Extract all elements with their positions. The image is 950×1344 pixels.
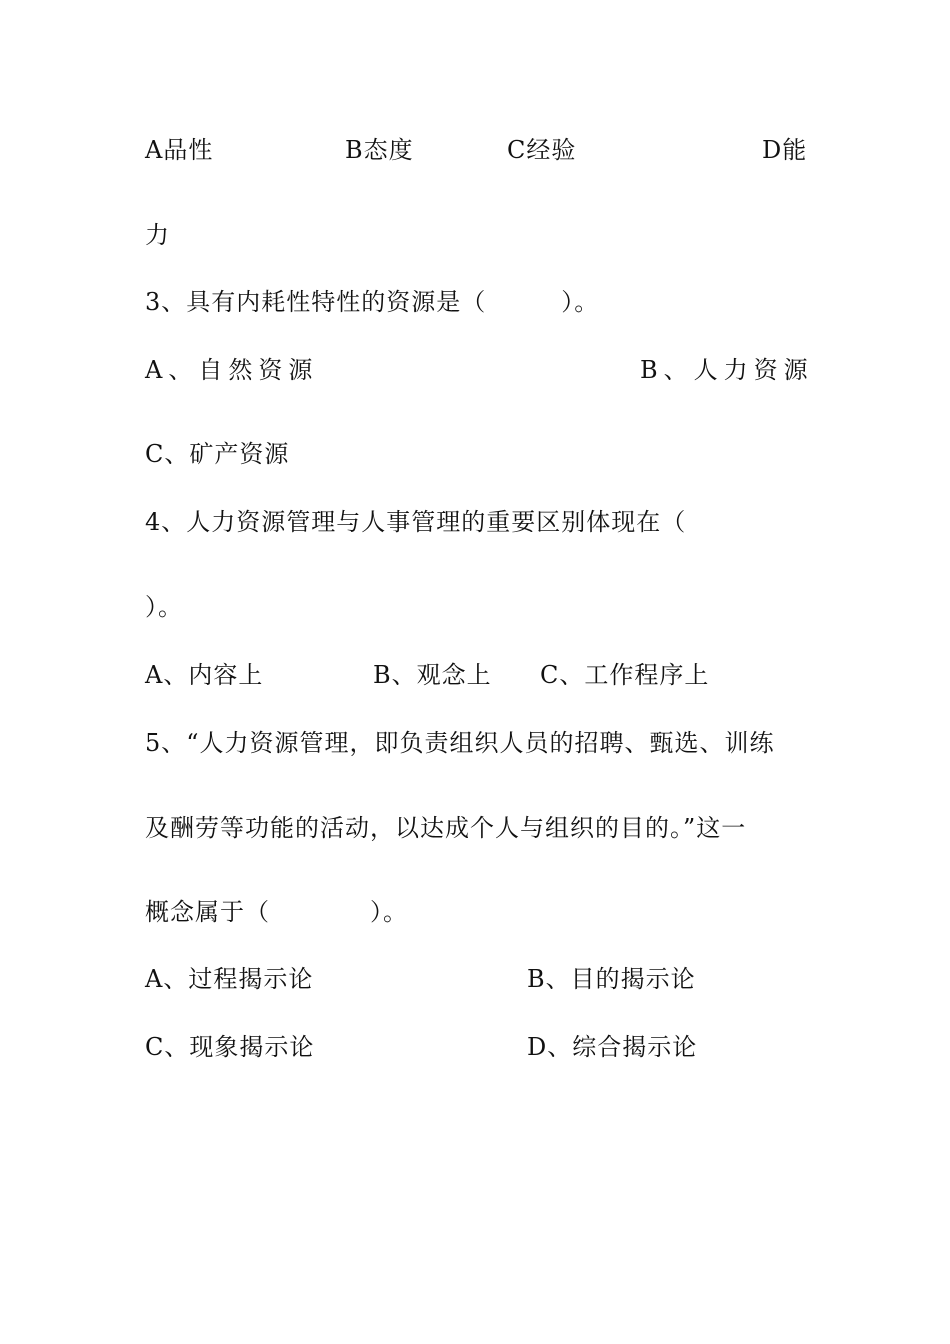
- q2-option-a: A品性: [145, 136, 214, 164]
- q3-option-b: B、人力资源: [640, 356, 814, 384]
- q4-option-b: B、观念上: [373, 661, 492, 689]
- q5-stem-line3: 概念属于（ ）。: [145, 898, 408, 926]
- q5-option-b: B、目的揭示论: [527, 965, 696, 993]
- q3-option-c: C、矿产资源: [145, 440, 290, 468]
- q2-option-d-continued: 力: [145, 221, 170, 249]
- q4-stem-line2: ）。: [145, 593, 183, 621]
- q5-stem-line1: 5、“人力资源管理，即负责组织人员的招聘、甄选、训练: [145, 729, 775, 757]
- q4-option-a: A、内容上: [145, 661, 264, 689]
- q5-option-d: D、综合揭示论: [527, 1033, 698, 1061]
- q2-option-d: D能: [762, 136, 808, 164]
- q5-stem-line2: 及酬劳等功能的活动，以达成个人与组织的目的。”这一: [145, 814, 747, 842]
- q5-option-a: A、过程揭示论: [145, 965, 314, 993]
- q5-option-c: C、现象揭示论: [145, 1033, 315, 1061]
- q3-option-a: A、自然资源: [145, 356, 319, 384]
- q4-option-c: C、工作程序上: [540, 661, 710, 689]
- q2-option-c: C经验: [507, 136, 577, 164]
- q2-option-b: B态度: [345, 136, 414, 164]
- q4-stem-line1: 4、人力资源管理与人事管理的重要区别体现在（: [145, 508, 687, 536]
- q3-stem: 3、具有内耗性特性的资源是（ ）。: [145, 288, 600, 316]
